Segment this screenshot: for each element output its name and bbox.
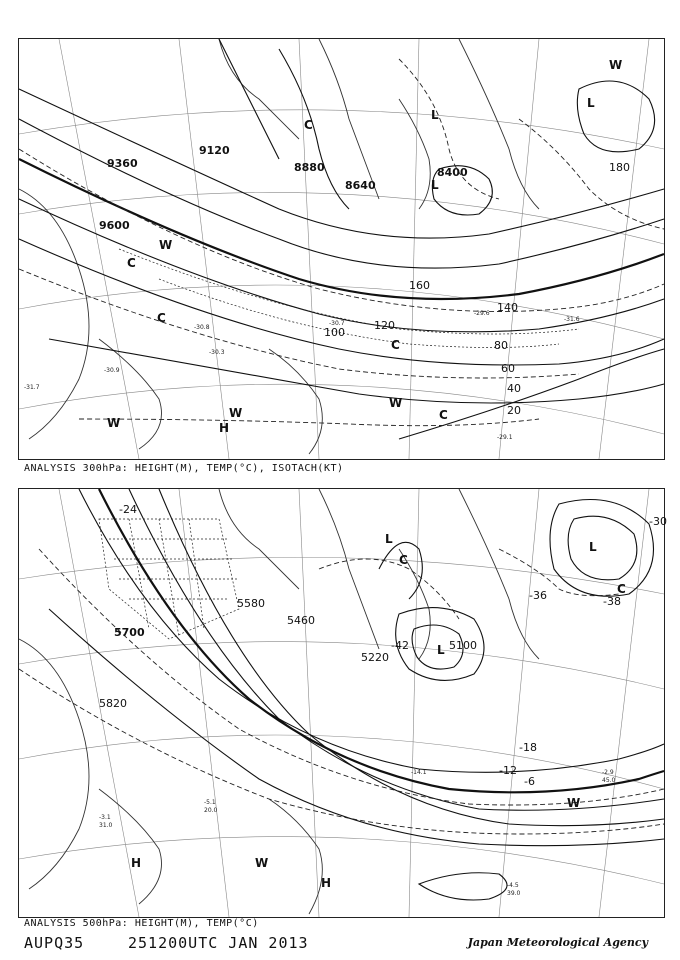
- isotach-label: 180: [609, 161, 630, 174]
- height-label: 5580: [237, 597, 265, 610]
- low-symbol: L: [431, 178, 439, 192]
- valid-time: 251200UTC JAN 2013: [128, 934, 309, 952]
- temp-label: -29.1: [497, 434, 513, 441]
- height-label: 5220: [361, 651, 389, 664]
- height-labels: [99, 597, 477, 710]
- height-label: 5460: [287, 614, 315, 627]
- temperature-labels: [119, 503, 667, 788]
- high-symbol: H: [321, 876, 332, 890]
- warm-symbol: W: [107, 416, 121, 430]
- caption-500hpa: ANALYSIS 500hPa: HEIGHT(M), TEMP(°C): [24, 918, 259, 929]
- isotach-labels: [324, 161, 630, 417]
- height-contours: [19, 39, 664, 439]
- station-label: 20.0: [204, 807, 218, 814]
- hatched-area: [99, 519, 239, 639]
- height-label: 8640: [345, 179, 376, 192]
- temp-label: -42: [391, 639, 409, 652]
- map-panel-300hpa: [18, 38, 665, 460]
- low-symbol: L: [431, 108, 439, 122]
- caption-300hpa: ANALYSIS 300hPa: HEIGHT(M), TEMP(°C), ISOTACH(KT): [24, 463, 344, 474]
- cold-symbol: C: [391, 338, 400, 352]
- temp-label: -24: [119, 503, 137, 516]
- station-label: 39.0: [507, 890, 521, 897]
- temp-label: -36: [529, 589, 547, 602]
- map-panel-500hpa: [18, 488, 665, 918]
- height-labels: [99, 144, 468, 232]
- station-labels: [99, 769, 616, 897]
- low-symbol: L: [437, 643, 445, 657]
- station-label: -2.9: [602, 769, 614, 776]
- isotach-label: 160: [409, 279, 430, 292]
- temp-label: -30.8: [194, 324, 210, 331]
- station-label: -4.5: [507, 882, 519, 889]
- graticule: [19, 39, 664, 459]
- cold-symbol: C: [439, 408, 448, 422]
- height-label: 9120: [199, 144, 230, 157]
- temp-label: -31.6: [564, 316, 580, 323]
- cold-symbol: C: [617, 582, 626, 596]
- low-symbol: L: [385, 532, 393, 546]
- high-symbol: H: [131, 856, 142, 870]
- temp-label: -12: [499, 764, 517, 777]
- chart-id: AUPQ35: [24, 934, 85, 952]
- height-label: 5700: [114, 626, 145, 639]
- temp-label: -6: [524, 775, 535, 788]
- warm-symbol: W: [159, 238, 173, 252]
- height-label: 9600: [99, 219, 130, 232]
- temp-label: -30.3: [209, 349, 225, 356]
- station-label: 31.0: [99, 822, 113, 829]
- warm-symbol: W: [255, 856, 269, 870]
- map-300hpa-svg: [19, 39, 664, 459]
- station-label: -14.1: [411, 769, 427, 776]
- cold-symbol: C: [127, 256, 136, 270]
- isotach-label: 60: [501, 362, 515, 375]
- agency-name: Japan Meteorological Agency: [467, 936, 648, 949]
- height-label: 5820: [99, 697, 127, 710]
- pressure-symbols: [107, 58, 622, 435]
- temp-label: -30: [649, 515, 667, 528]
- cold-symbol: C: [304, 118, 313, 132]
- station-label: -3.1: [99, 814, 111, 821]
- isotach-label: 140: [497, 301, 518, 314]
- isotach-label: 100: [324, 326, 345, 339]
- map-500hpa-svg: [19, 489, 667, 917]
- coastlines: [19, 39, 539, 454]
- isotach-label: 40: [507, 382, 521, 395]
- temp-label: -18: [519, 741, 537, 754]
- temp-label: -30.9: [104, 367, 120, 374]
- isotach-contours: [119, 249, 579, 348]
- cold-symbol: C: [157, 311, 166, 325]
- cold-symbol: C: [399, 553, 408, 567]
- warm-symbol: W: [389, 396, 403, 410]
- height-label: 9360: [107, 157, 138, 170]
- temp-label: -30.7: [329, 320, 345, 327]
- temp-label: -29.6: [474, 310, 490, 317]
- height-label: 8400: [437, 166, 468, 179]
- station-label: -5.1: [204, 799, 216, 806]
- pressure-symbols: [131, 532, 626, 890]
- warm-symbol: W: [567, 796, 581, 810]
- high-symbol: H: [219, 421, 230, 435]
- height-label: 8880: [294, 161, 325, 174]
- isotach-label: 80: [494, 339, 508, 352]
- height-label: 5100: [449, 639, 477, 652]
- warm-symbol: W: [609, 58, 623, 72]
- temp-label: -31.7: [24, 384, 40, 391]
- low-symbol: L: [587, 96, 595, 110]
- isotach-label: 20: [507, 404, 521, 417]
- temp-label: -38: [603, 595, 621, 608]
- station-label: 45.0: [602, 777, 616, 784]
- low-symbol: L: [589, 540, 597, 554]
- isotach-label: 120: [374, 319, 395, 332]
- warm-symbol: W: [229, 406, 243, 420]
